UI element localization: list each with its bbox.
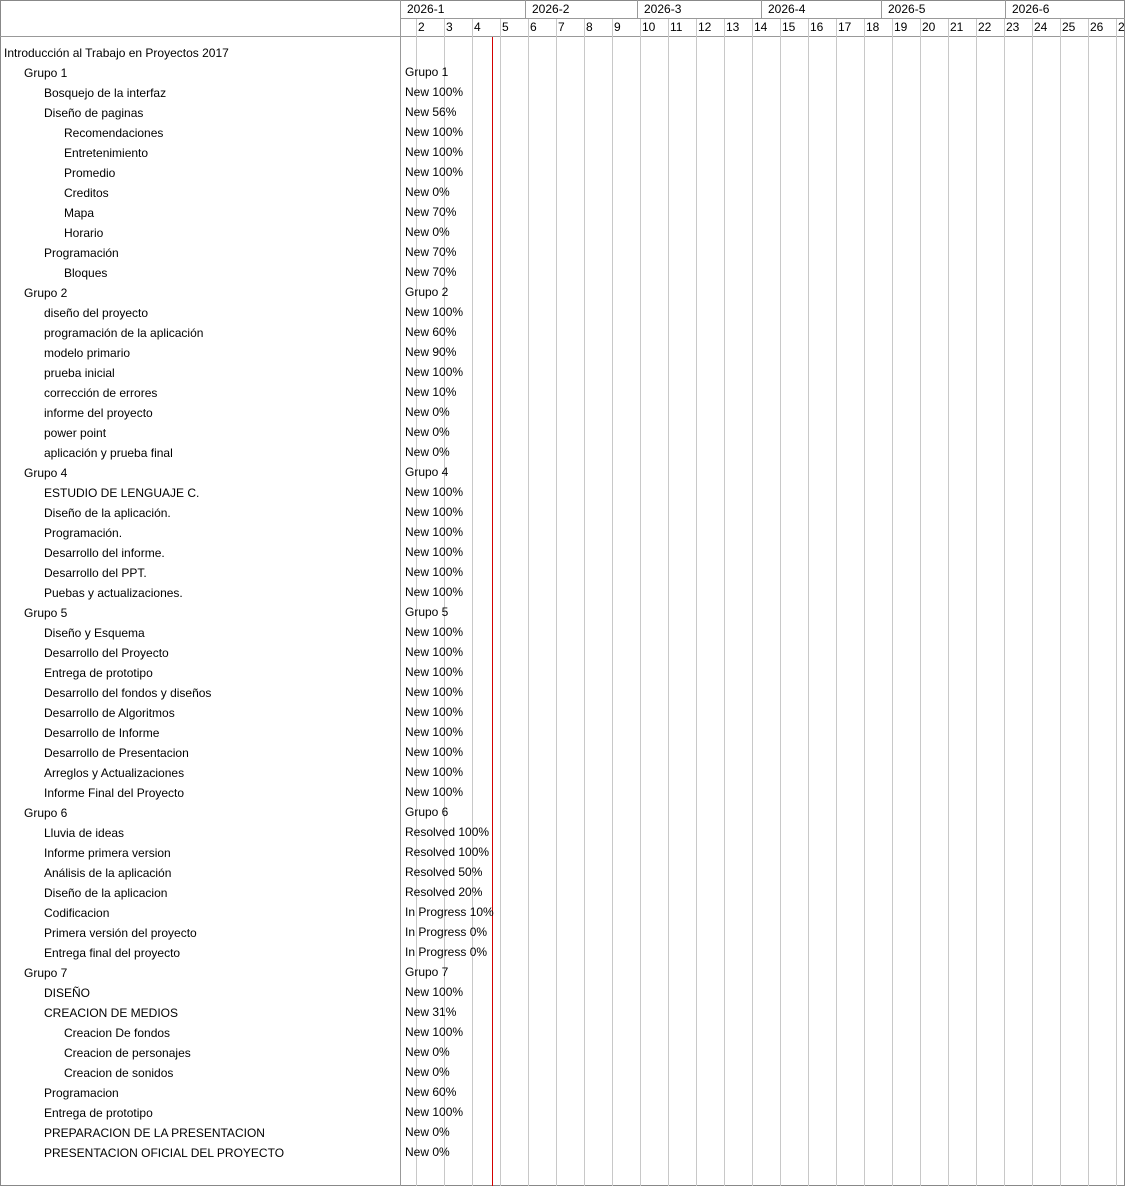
task-status-label[interactable]: New 90% [405, 345, 457, 359]
task-status-label[interactable]: New 0% [405, 1145, 450, 1159]
week-grid-line [472, 19, 473, 1186]
task-row[interactable]: Informe primera version [44, 846, 171, 860]
week-label: 11 [670, 20, 683, 34]
task-row[interactable]: aplicación y prueba final [44, 446, 173, 460]
week-label: 6 [530, 20, 537, 34]
task-row[interactable]: Entrega de prototipo [44, 666, 153, 680]
week-grid-line [1116, 19, 1117, 1186]
week-grid-line [584, 19, 585, 1186]
task-row[interactable]: Lluvia de ideas [44, 826, 125, 840]
week-grid-line [780, 19, 781, 1186]
task-status-label[interactable]: Resolved 100% [405, 825, 490, 839]
week-grid-line [612, 19, 613, 1186]
week-grid-line [892, 19, 893, 1186]
task-row[interactable]: programación de la aplicación [44, 326, 204, 340]
task-row[interactable]: Diseño y Esquema [44, 626, 145, 640]
task-status-label[interactable]: Grupo 4 [405, 465, 449, 479]
task-row[interactable]: informe del proyecto [44, 406, 153, 420]
week-grid-line [948, 19, 949, 1186]
week-grid-line [1088, 19, 1089, 1186]
week-grid-line [836, 19, 837, 1186]
task-status-label[interactable]: Grupo 5 [405, 605, 449, 619]
task-row[interactable]: Creacion de personajes [64, 1046, 191, 1060]
week-label: 3 [446, 20, 453, 34]
task-status-label[interactable]: In Progress 0% [405, 945, 488, 959]
task-row[interactable]: power point [44, 426, 107, 440]
week-label: 26 [1090, 20, 1104, 34]
task-row[interactable]: prueba inicial [44, 366, 115, 380]
task-status-label[interactable]: New 0% [405, 445, 450, 459]
task-row[interactable]: Arreglos y Actualizaciones [44, 766, 185, 780]
group-row[interactable]: Grupo 1 [24, 66, 68, 80]
task-status-label[interactable]: New 0% [405, 405, 450, 419]
week-grid-line [752, 19, 753, 1186]
task-row[interactable]: Desarrollo de Presentacion [44, 746, 189, 760]
task-row[interactable]: modelo primario [44, 346, 131, 360]
task-status-label[interactable]: In Progress 0% [405, 925, 488, 939]
task-list-divider[interactable] [400, 0, 401, 1186]
week-label: 13 [726, 20, 740, 34]
task-status-label[interactable]: New 0% [405, 425, 450, 439]
week-label: 25 [1062, 20, 1076, 34]
task-row[interactable]: Puebas y actualizaciones. [44, 586, 183, 600]
task-status-label[interactable]: New 100% [405, 565, 464, 579]
week-grid-line [696, 19, 697, 1186]
task-status-label[interactable]: New 100% [405, 125, 464, 139]
task-row[interactable]: Horario [64, 226, 104, 240]
task-row[interactable]: Creacion de sonidos [64, 1066, 174, 1080]
week-label: 8 [586, 20, 593, 34]
task-status-label[interactable]: New 100% [405, 985, 464, 999]
task-status-label[interactable]: New 100% [405, 765, 464, 779]
task-row[interactable]: CREACION DE MEDIOS [44, 1006, 179, 1020]
task-status-label[interactable]: New 100% [405, 145, 464, 159]
task-row[interactable]: Bosquejo de la interfaz [44, 86, 167, 100]
week-grid-line [528, 19, 529, 1186]
task-status-label[interactable]: Resolved 100% [405, 845, 490, 859]
month-label: 2026-5 [881, 0, 1005, 18]
task-status-label[interactable]: New 100% [405, 545, 464, 559]
week-label: 12 [698, 20, 712, 34]
task-status-label[interactable]: Resolved 50% [405, 865, 483, 879]
today-marker-line [492, 37, 493, 1186]
task-status-label[interactable]: New 60% [405, 1085, 457, 1099]
month-label: 2026-1 [407, 2, 445, 16]
task-row[interactable]: Primera versión del proyecto [44, 926, 197, 940]
task-row[interactable]: Análisis de la aplicación [44, 866, 172, 880]
task-status-label[interactable]: New 100% [405, 1025, 464, 1039]
task-status-label[interactable]: New 100% [405, 705, 464, 719]
task-row[interactable]: Recomendaciones [64, 126, 164, 140]
week-label: 15 [782, 20, 796, 34]
task-status-label[interactable]: New 0% [405, 1125, 450, 1139]
task-status-label[interactable]: New 100% [405, 85, 464, 99]
task-status-label[interactable]: New 0% [405, 185, 450, 199]
month-label: 2026-4 [761, 0, 881, 18]
task-row[interactable]: Programación. [44, 526, 123, 540]
week-label: 17 [838, 20, 852, 34]
task-row[interactable]: ESTUDIO DE LENGUAJE C. [44, 486, 200, 500]
task-status-label[interactable]: New 100% [405, 525, 464, 539]
week-label: 23 [1006, 20, 1020, 34]
week-grid-line [640, 19, 641, 1186]
task-status-label[interactable]: New 100% [405, 625, 464, 639]
month-header [401, 0, 1125, 18]
task-status-label[interactable]: New 70% [405, 245, 457, 259]
week-label: 2 [1118, 20, 1125, 34]
task-status-label[interactable]: New 100% [405, 585, 464, 599]
week-grid-line [1060, 19, 1061, 1186]
header-bottom-border [401, 36, 1125, 37]
week-grid-line [668, 19, 669, 1186]
task-status-label[interactable]: New 100% [405, 305, 464, 319]
month-label: 2026-6 [1005, 0, 1125, 18]
task-row[interactable]: Bloques [64, 266, 108, 280]
task-status-label[interactable]: In Progress 10% [405, 905, 494, 919]
week-label: 18 [866, 20, 880, 34]
task-status-label[interactable]: Resolved 20% [405, 885, 483, 899]
week-label: 19 [894, 20, 908, 34]
week-grid-line [864, 19, 865, 1186]
week-grid-line [724, 19, 725, 1186]
week-label: 14 [754, 20, 768, 34]
week-grid-line [1004, 19, 1005, 1186]
group-row[interactable]: Grupo 6 [24, 806, 68, 820]
task-status-label[interactable]: New 31% [405, 1005, 457, 1019]
task-row[interactable]: Desarrollo del informe. [44, 546, 165, 560]
group-row[interactable]: Grupo 4 [24, 466, 68, 480]
task-status-label[interactable]: New 100% [405, 745, 464, 759]
week-label: 5 [502, 20, 509, 34]
task-list-header [0, 0, 400, 37]
task-row[interactable]: diseño del proyecto [44, 306, 149, 320]
month-label: 2026-2 [525, 0, 637, 18]
task-status-label[interactable]: New 100% [405, 725, 464, 739]
task-row[interactable]: PREPARACION DE LA PRESENTACION [44, 1126, 265, 1140]
task-status-label[interactable]: New 100% [405, 365, 464, 379]
task-row[interactable]: Entrega final del proyecto [44, 946, 181, 960]
task-status-label[interactable]: New 0% [405, 225, 450, 239]
task-status-label[interactable]: New 100% [405, 685, 464, 699]
task-status-label[interactable]: New 10% [405, 385, 457, 399]
week-grid-line [556, 19, 557, 1186]
task-row[interactable]: Programacion [44, 1086, 119, 1100]
task-row[interactable]: PRESENTACION OFICIAL DEL PROYECTO [44, 1146, 285, 1160]
week-grid-line [920, 19, 921, 1186]
week-label: 24 [1034, 20, 1048, 34]
task-row[interactable]: Creacion De fondos [64, 1026, 171, 1040]
task-row[interactable]: Diseño de la aplicacion [44, 886, 168, 900]
week-label: 10 [642, 20, 656, 34]
project-title-row[interactable]: Introducción al Trabajo en Proyectos 2017 [4, 46, 229, 60]
task-status-label[interactable]: New 0% [405, 1045, 450, 1059]
task-status-label[interactable]: Grupo 6 [405, 805, 449, 819]
task-row[interactable]: Desarrollo de Algoritmos [44, 706, 175, 720]
week-header [401, 19, 1125, 36]
week-grid-line [808, 19, 809, 1186]
week-label: 2 [418, 20, 425, 34]
task-row[interactable]: Promedio [64, 166, 116, 180]
task-status-label[interactable]: Grupo 1 [405, 65, 449, 79]
week-grid-line [976, 19, 977, 1186]
week-label: 20 [922, 20, 936, 34]
group-row[interactable]: Grupo 7 [24, 966, 68, 980]
week-label: 22 [978, 20, 992, 34]
task-row[interactable]: Mapa [64, 206, 95, 220]
task-row[interactable]: Desarrollo del fondos y diseños [44, 686, 212, 700]
task-row[interactable]: Entretenimiento [64, 146, 149, 160]
week-grid-line [1032, 19, 1033, 1186]
week-grid-line [500, 19, 501, 1186]
task-row[interactable]: Desarrollo del PPT. [44, 566, 147, 580]
task-status-label[interactable]: New 70% [405, 265, 457, 279]
task-row[interactable]: Diseño de paginas [44, 106, 144, 120]
week-label: 7 [558, 20, 565, 34]
task-status-label[interactable]: New 60% [405, 325, 457, 339]
task-status-label[interactable]: New 100% [405, 645, 464, 659]
week-label: 9 [614, 20, 621, 34]
week-label: 21 [950, 20, 964, 34]
task-row[interactable]: Entrega de prototipo [44, 1106, 153, 1120]
task-status-label[interactable]: Grupo 2 [405, 285, 449, 299]
group-row[interactable]: Grupo 5 [24, 606, 68, 620]
task-row[interactable]: Codificacion [44, 906, 110, 920]
task-status-label[interactable]: New 100% [405, 785, 464, 799]
task-row[interactable]: Creditos [64, 186, 109, 200]
task-status-label[interactable]: New 100% [405, 485, 464, 499]
task-row[interactable]: Programación [44, 246, 119, 260]
task-status-label[interactable]: New 100% [405, 665, 464, 679]
task-status-label[interactable]: New 100% [405, 1105, 464, 1119]
month-label: 2026-3 [637, 0, 761, 18]
task-status-label[interactable]: New 0% [405, 1065, 450, 1079]
week-label: 16 [810, 20, 824, 34]
task-row[interactable]: Desarrollo del Proyecto [44, 646, 169, 660]
group-row[interactable]: Grupo 2 [24, 286, 68, 300]
task-row[interactable]: Desarrollo de Informe [44, 726, 160, 740]
task-status-label[interactable]: New 100% [405, 165, 464, 179]
task-row[interactable]: corrección de errores [44, 386, 158, 400]
task-status-label[interactable]: New 56% [405, 105, 457, 119]
task-status-label[interactable]: New 100% [405, 505, 464, 519]
task-row[interactable]: Informe Final del Proyecto [44, 786, 185, 800]
task-row[interactable]: Diseño de la aplicación. [44, 506, 171, 520]
task-status-label[interactable]: New 70% [405, 205, 457, 219]
task-status-label[interactable]: Grupo 7 [405, 965, 449, 979]
week-label: 4 [474, 20, 481, 34]
task-row[interactable]: DISEÑO [44, 986, 91, 1000]
